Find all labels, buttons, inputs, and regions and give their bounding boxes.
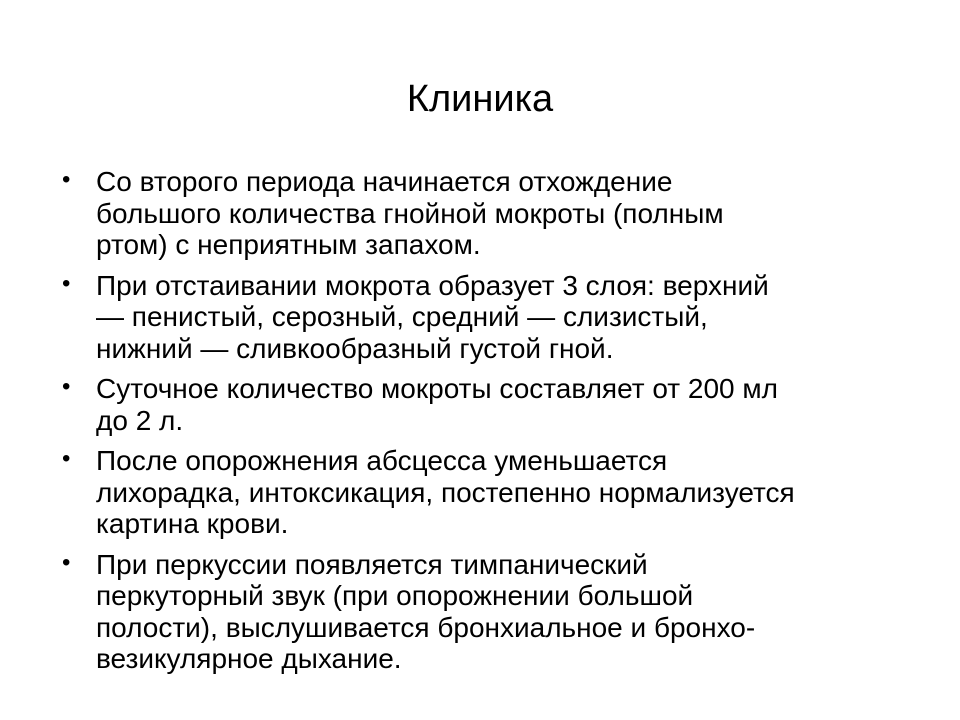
bullet-line: до 2 л.	[96, 404, 184, 436]
bullet-item	[62, 373, 922, 436]
bullet-line: Со второго периода начинается отхождение	[96, 166, 673, 197]
bullet-line: нижний — сливкообразный густой гной.	[96, 332, 614, 364]
slide-title: Клиника	[406, 78, 554, 120]
bullet-line: Суточное количество мокроты составляет от 200 мл	[96, 373, 778, 404]
bullet-line: — пенистый, серозный, средний — слизистый,	[96, 301, 708, 332]
bullet-text	[96, 445, 922, 540]
bullet-text	[96, 373, 922, 436]
bullet-dot-icon: •	[62, 166, 71, 193]
bullet-line: ртом) с неприятным запахом.	[96, 229, 481, 260]
bullet-dot-icon: •	[62, 548, 71, 576]
bullet-dot-icon: •	[62, 445, 71, 472]
bullet-line: При перкуссии появляется тимпанический	[96, 548, 648, 580]
bullet-dot-icon: •	[62, 269, 71, 297]
bullet-line: большого количества гнойной мокроты (полным	[96, 197, 724, 229]
bullet-line: При отстаивании мокрота образует 3 слоя: верхний	[96, 269, 769, 301]
bullet-item	[62, 445, 922, 540]
bullet-line: лихорадка, интоксикация, постепенно нормализуется	[96, 476, 795, 508]
bullet-item	[62, 270, 922, 365]
bullet-dot-icon: •	[62, 373, 71, 400]
bullet-item	[62, 166, 922, 261]
bullet-line: полости), выслушивается бронхиальное и бронхо-	[96, 611, 756, 643]
bullet-line: везикулярное дыхание.	[96, 643, 402, 674]
bullet-line: картина крови.	[96, 508, 289, 539]
bullet-list	[62, 166, 922, 684]
bullet-text	[96, 549, 922, 675]
bullet-text	[96, 270, 922, 365]
bullet-line: После опорожнения абсцесса уменьшается	[96, 445, 668, 476]
bullet-text	[96, 166, 922, 261]
bullet-item	[62, 549, 922, 675]
bullet-line: перкуторный звук (при опорожнении большой	[96, 580, 694, 611]
